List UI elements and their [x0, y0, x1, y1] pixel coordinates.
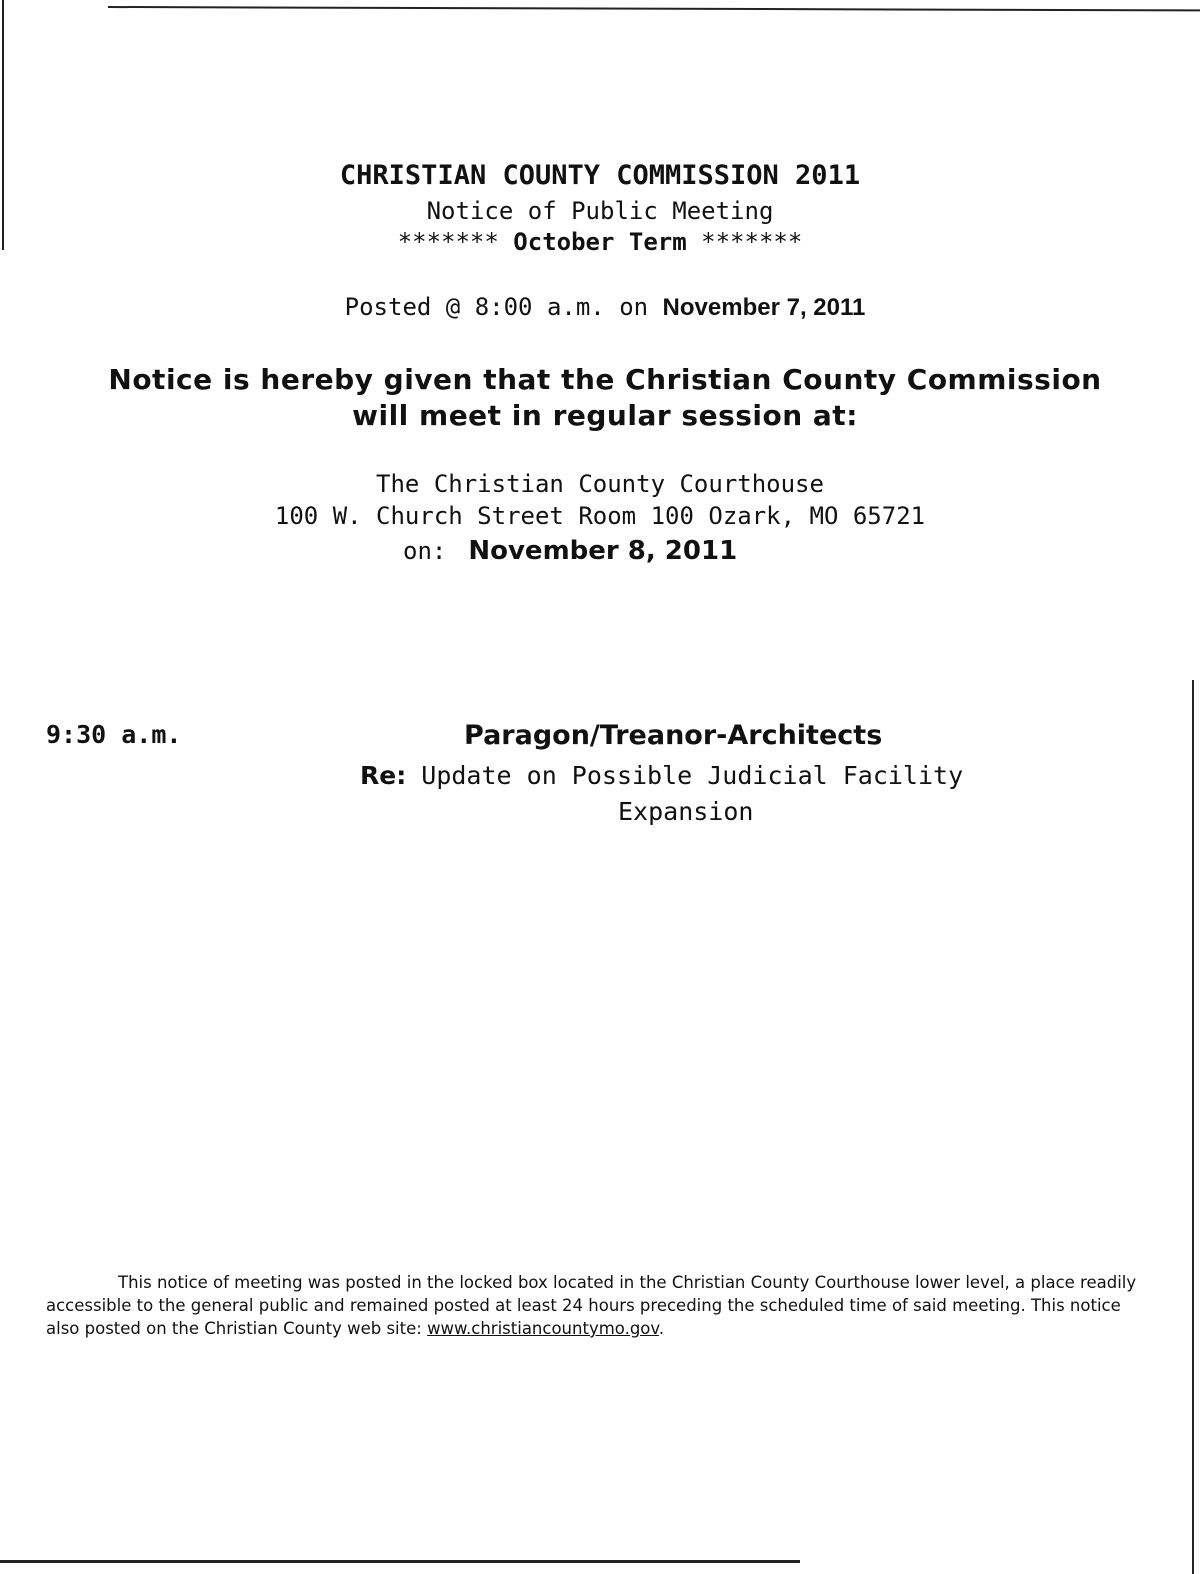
posted-date: November 7, 2011	[662, 294, 866, 321]
term-stars-right: *******	[701, 228, 803, 256]
scan-edge-right	[1192, 680, 1194, 1574]
document-subtitle: Notice of Public Meeting	[426, 197, 774, 225]
agenda-re-text-line-1: Update on Possible Judicial Facility	[421, 761, 964, 790]
posted-prefix: Posted @ 8:00 a.m. on	[344, 293, 649, 321]
scan-edge-top	[108, 6, 1200, 11]
agenda-re-text-line-2: Expansion	[618, 797, 754, 826]
agenda-item-presenter: Paragon/Treanor-Architects	[464, 720, 883, 751]
scan-edge-bottom	[0, 1560, 800, 1563]
meeting-on-label: on:	[403, 537, 447, 565]
location-address: 100 W. Church Street Room 100 Ozark, MO 65721	[274, 502, 926, 530]
notice-line-2: will meet in regular session at:	[352, 399, 858, 432]
meeting-date-line	[403, 536, 737, 566]
notice-heading	[60, 362, 1150, 434]
agenda-item-subject	[360, 758, 1080, 830]
notice-line-1: Notice is hereby given that the Christian County Commission	[108, 363, 1102, 396]
agenda-item-time: 9:30 a.m.	[46, 720, 182, 749]
term-label: October Term	[513, 228, 687, 256]
location-block	[0, 468, 1200, 532]
term-line	[0, 228, 1200, 256]
term-stars-left: *******	[397, 228, 499, 256]
footer-posting-note	[46, 1271, 1146, 1340]
meeting-date: November 8, 2011	[468, 536, 738, 566]
document-title: CHRISTIAN COUNTY COMMISSION 2011	[339, 160, 861, 191]
agenda-re-label: Re:	[360, 761, 407, 790]
footer-end-punct: .	[658, 1319, 665, 1338]
posted-line	[0, 293, 1200, 322]
location-building: The Christian County Courthouse	[376, 470, 824, 498]
website-link[interactable]: www.christiancountymo.gov	[427, 1319, 659, 1338]
footer-text: This notice of meeting was posted in the locked box located in the Christian County Courthouse lower level, a place readily accessible to the general public and remained posted at least 24 hours preceding the scheduled time of said meeting. This notice also posted on the Christian County web site:	[46, 1273, 1137, 1338]
